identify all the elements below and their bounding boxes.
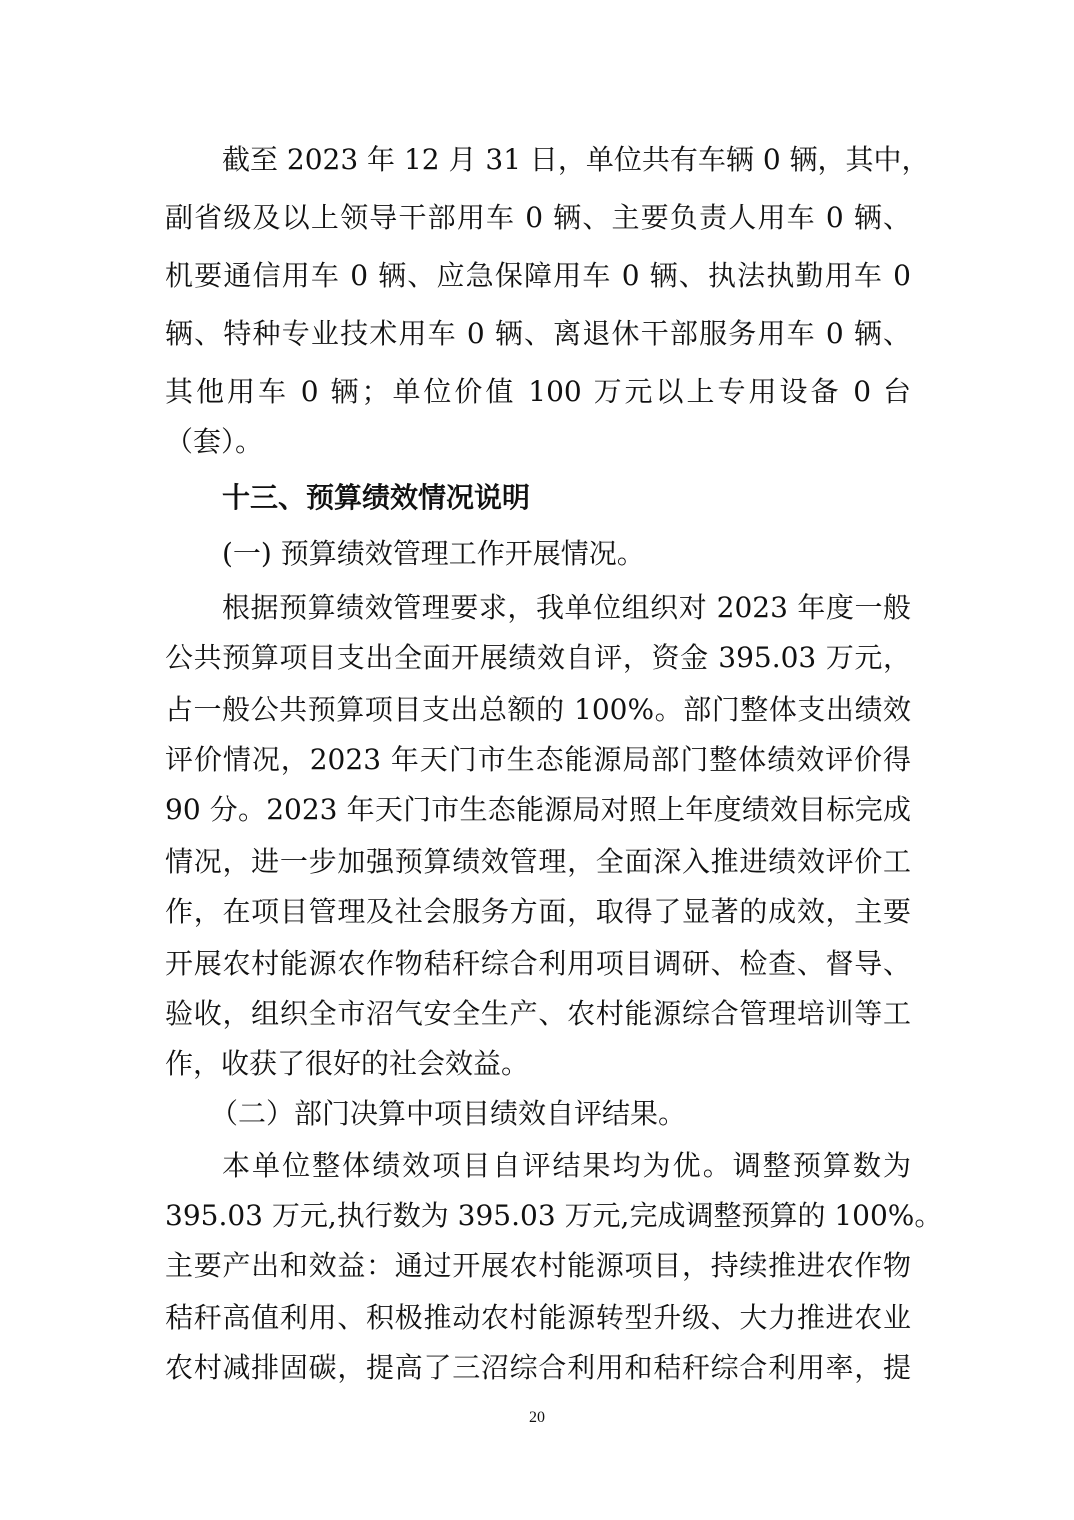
section-heading: 十三、预算绩效情况说明 bbox=[222, 481, 531, 514]
paragraph-line: 辆、特种专业技术用车 0 辆、离退休干部服务用车 0 辆、 bbox=[165, 317, 911, 350]
paragraph-line: 作，收获了很好的社会效益。 bbox=[165, 1047, 530, 1080]
paragraph-line: 90 分。2023 年天门市生态能源局对照上年度绩效目标完成 bbox=[165, 793, 911, 826]
paragraph-line: 其他用车 0 辆；单位价值 100 万元以上专用设备 0 台 bbox=[165, 375, 911, 408]
paragraph-line: 情况，进一步加强预算绩效管理，全面深入推进绩效评价工 bbox=[165, 845, 911, 878]
paragraph-line: 机要通信用车 0 辆、应急保障用车 0 辆、执法执勤用车 0 bbox=[165, 259, 911, 292]
paragraph-line: 本单位整体绩效项目自评结果均为优。调整预算数为 bbox=[222, 1149, 911, 1182]
paragraph-line: 公共预算项目支出全面开展绩效自评，资金 395.03 万元， bbox=[165, 641, 911, 674]
paragraph-line: 验收，组织全市沼气安全生产、农村能源综合管理培训等工 bbox=[165, 997, 911, 1030]
paragraph-line: 评价情况，2023 年天门市生态能源局部门整体绩效评价得 bbox=[165, 743, 911, 776]
paragraph-line: 占一般公共预算项目支出总额的 100%。部门整体支出绩效 bbox=[165, 693, 911, 726]
paragraph-line: 395.03 万元,执行数为 395.03 万元,完成调整预算的 100%。 bbox=[165, 1199, 943, 1232]
subsection-title: （二）部门决算中项目绩效自评结果。 bbox=[210, 1097, 687, 1130]
paragraph-line: 根据预算绩效管理要求，我单位组织对 2023 年度一般 bbox=[222, 591, 911, 624]
paragraph-line: 农村减排固碳，提高了三沼综合利用和秸秆综合利用率，提 bbox=[165, 1351, 911, 1384]
paragraph-line: 秸秆高值利用、积极推动农村能源转型升级、大力推进农业 bbox=[165, 1301, 911, 1334]
paragraph-line: 主要产出和效益：通过开展农村能源项目，持续推进农作物 bbox=[165, 1249, 911, 1282]
paragraph-line: 副省级及以上领导干部用车 0 辆、主要负责人用车 0 辆、 bbox=[165, 201, 911, 234]
paragraph-line: （套）。 bbox=[165, 425, 264, 458]
paragraph-line: 截至 2023 年 12 月 31 日，单位共有车辆 0 辆，其中， bbox=[222, 143, 930, 176]
subsection-title: (一) 预算绩效管理工作开展情况。 bbox=[222, 537, 645, 570]
paragraph-line: 开展农村能源农作物秸秆综合利用项目调研、检查、督导、 bbox=[165, 947, 911, 980]
paragraph-line: 作，在项目管理及社会服务方面，取得了显著的成效，主要 bbox=[165, 895, 911, 928]
page-number: 20 bbox=[529, 1409, 545, 1426]
